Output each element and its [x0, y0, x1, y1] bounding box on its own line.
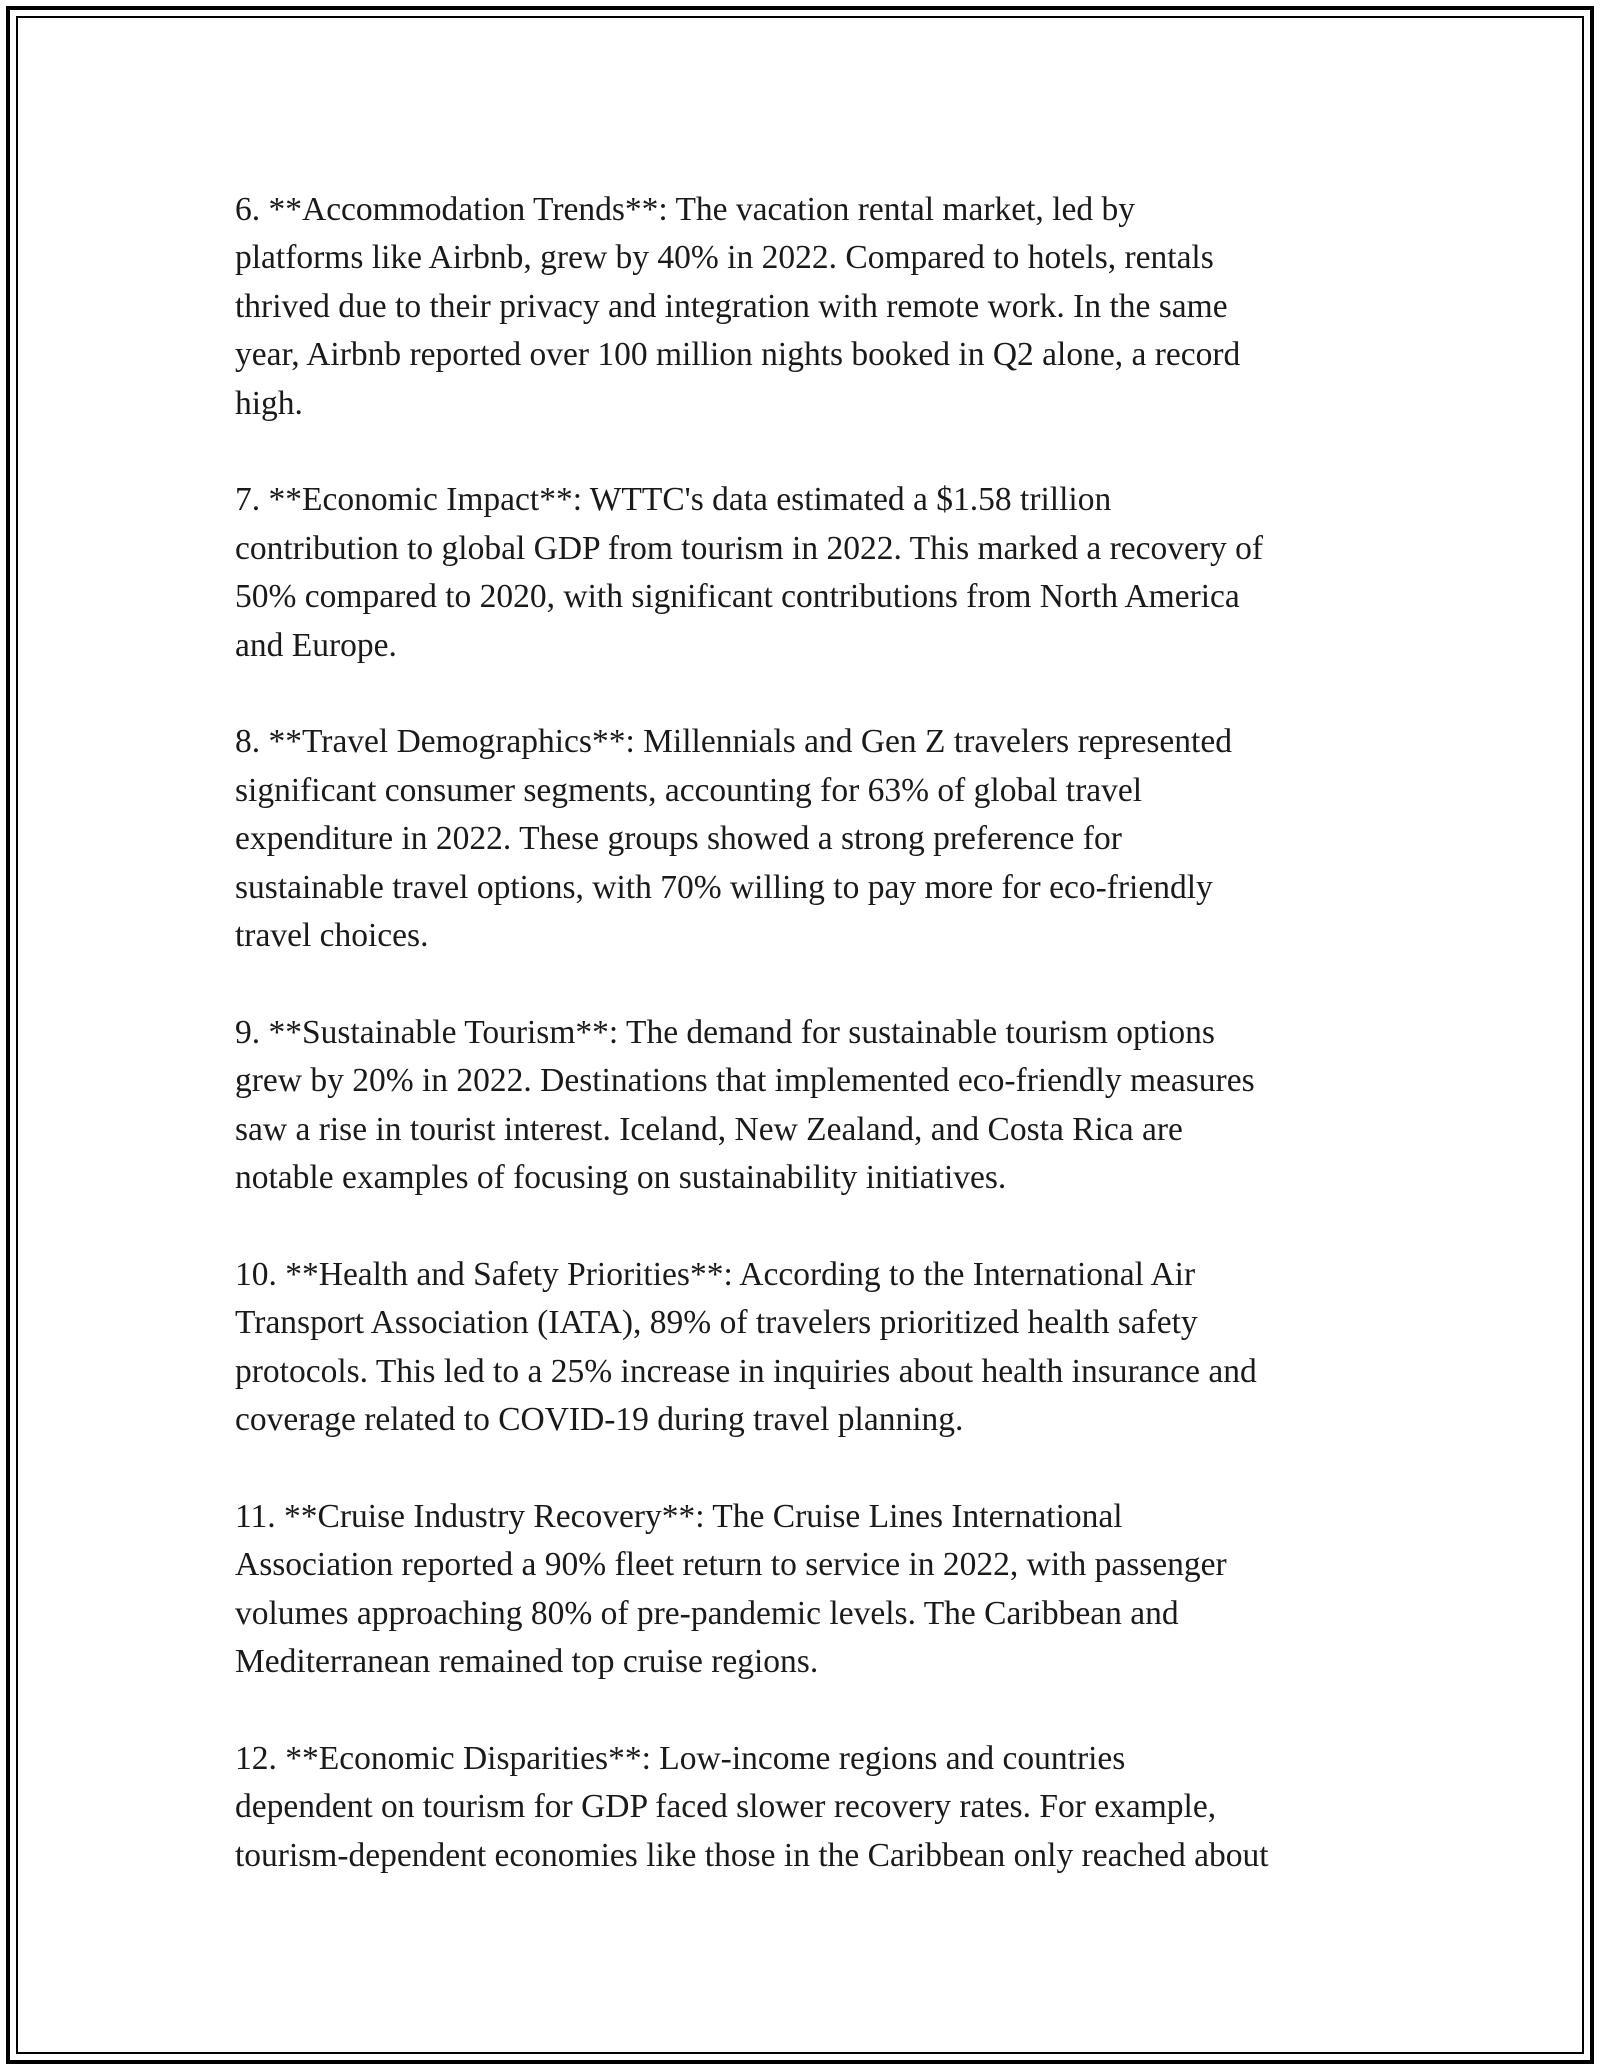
list-item-cruise-industry-recovery: 11. **Cruise Industry Recovery**: The Cruise Lines International Association reported a 90% fleet return to service in 2022, with passenger volumes approaching 80% of pre-pandemic levels. The Caribbean and Mediterranean remained top cruise regions. [235, 1497, 1227, 1681]
list-item-health-safety-priorities: 10. **Health and Safety Priorities**: According to the International Air Transport Association (IATA), 89% of travelers prioritized health safety protocols. This led to a 25% increase in inquiries about health insurance and coverage related to COVID-19 during travel planning. [235, 1255, 1257, 1439]
list-item-economic-impact: 7. **Economic Impact**: WTTC's data estimated a $1.58 trillion contribution to global GDP from tourism in 2022. This marked a recovery of 50% compared to 2020, with significant contributions from North America and Europe. [235, 481, 1264, 664]
list-item-economic-disparities: 12. **Economic Disparities**: Low-income regions and countries dependent on tourism for GDP faced slower recovery rates. For example, tourism-dependent economies like those in the Caribbean only reached about [235, 1739, 1269, 1874]
list-item-accommodation-trends: 6. **Accommodation Trends**: The vacation rental market, led by platforms like Airbnb, grew by 40% in 2022. Compared to hotels, rentals thrived due to their privacy and integration with remote work. In the same year, Airbnb reported over 100 million nights booked in Q2 alone, a record high. [235, 191, 1241, 422]
list-item-travel-demographics: 8. **Travel Demographics**: Millennials and Gen Z travelers represented significant consumer segments, accounting for 63% of global travel expenditure in 2022. These groups showed a strong preference for sustainable travel options, with 70% willing to pay more for eco-friendly travel choices. [235, 723, 1232, 955]
list-item-sustainable-tourism: 9. **Sustainable Tourism**: The demand for sustainable tourism options grew by 20% in 2022. Destinations that implemented eco-friendly measures saw a rise in tourist interest. Iceland, New Zealand, and Costa Rica are notable examples of focusing on sustainability initiatives. [235, 1013, 1255, 1197]
document-body [235, 186, 1395, 1929]
